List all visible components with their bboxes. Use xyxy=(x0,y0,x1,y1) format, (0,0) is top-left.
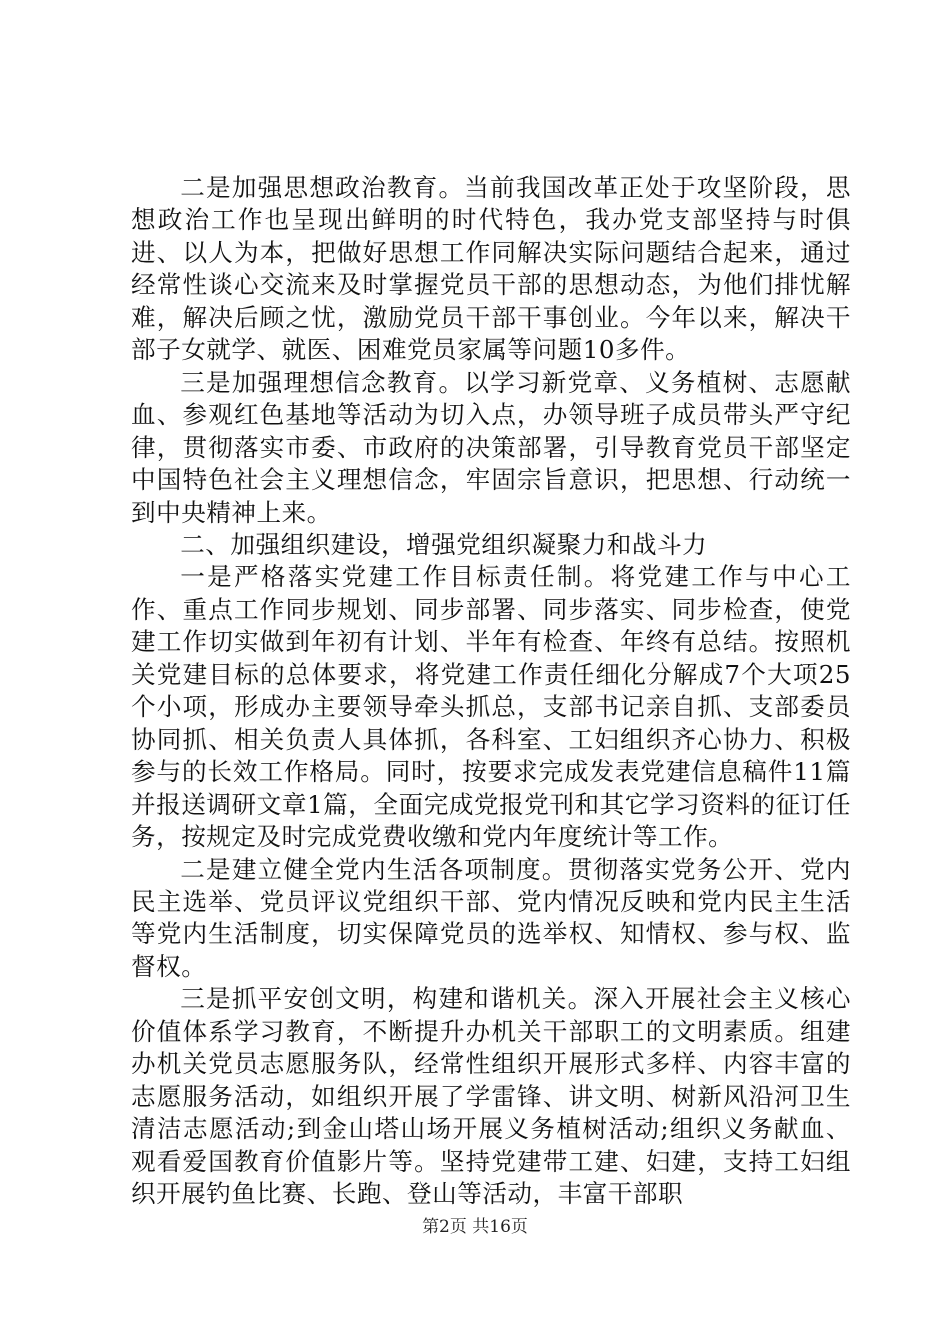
page-number-footer: 第2页 共16页 xyxy=(422,1217,528,1237)
document-body xyxy=(131,172,851,1211)
paragraph-civilized-organ: 三是抓平安创文明，构建和谐机关。深入开展社会主义核心价值体系学习教育，不断提升办机关干部职工的文明素质。组建办机关党员志愿服务队，经常性组织开展形式多样、内容丰富的志愿服务活动，如组织开展了学雷锋、讲文明、树新风沿河卫生清洁志愿活动;到金山塔山场开展义务植树活动;组织义务献血、观看爱国教育价值影片等。坚持党建带工建、妇建，支持工妇组织开展钓鱼比赛、长跑、登山等活动，丰富干部职 xyxy=(131,984,851,1209)
paragraph-responsibility-system: 一是严格落实党建工作目标责任制。将党建工作与中心工作、重点工作同步规划、同步部署、同步落实、同步检查，使党建工作切实做到年初有计划、半年有检查、年终有总结。按照机关党建目标的总体要求，将党建工作责任细化分解成7个大项25个小项，形成办主要领导牵头抓总，支部书记亲自抓、支部委员协同抓、相关负责人具体抓，各科室、工妇组织齐心协力、积极参与的长效工作格局。同时，按要求完成发表党建信息稿件11篇并报送调研文章1篇，全面完成党报党刊和其它学习资料的征订任务，按规定及时完成党费收缴和党内年度统计等工作。 xyxy=(131,562,851,852)
paragraph-ideals-beliefs: 三是加强理想信念教育。以学习新党章、义务植树、志愿献血、参观红色基地等活动为切入点，办领导班子成员带头严守纪律，贯彻落实市委、市政府的决策部署，引导教育党员干部坚定中国特色社会主义理想信念，牢固宗旨意识，把思想、行动统一到中央精神上来。 xyxy=(131,367,851,527)
section-heading-organization: 二、加强组织建设，增强党组织凝聚力和战斗力 xyxy=(180,529,708,559)
paragraph-party-life-system: 二是建立健全党内生活各项制度。贯彻落实党务公开、党内民主选举、党员评议党组织干部、党内情况反映和党内民主生活等党内生活制度，切实保障党员的选举权、知情权、参与权、监督权。 xyxy=(131,854,851,981)
paragraph-ideological-education: 二是加强思想政治教育。当前我国改革正处于攻坚阶段，思想政治工作也呈现出鲜明的时代特色，我办党支部坚持与时俱进、以人为本，把做好思想工作同解决实际问题结合起来，通过经常性谈心交流来及时掌握党员干部的思想动态，为他们排忧解难，解决后顾之忧，激励党员干部干事创业。今年以来，解决干部子女就学、就医、困难党员家属等问题10多件。 xyxy=(131,173,851,365)
